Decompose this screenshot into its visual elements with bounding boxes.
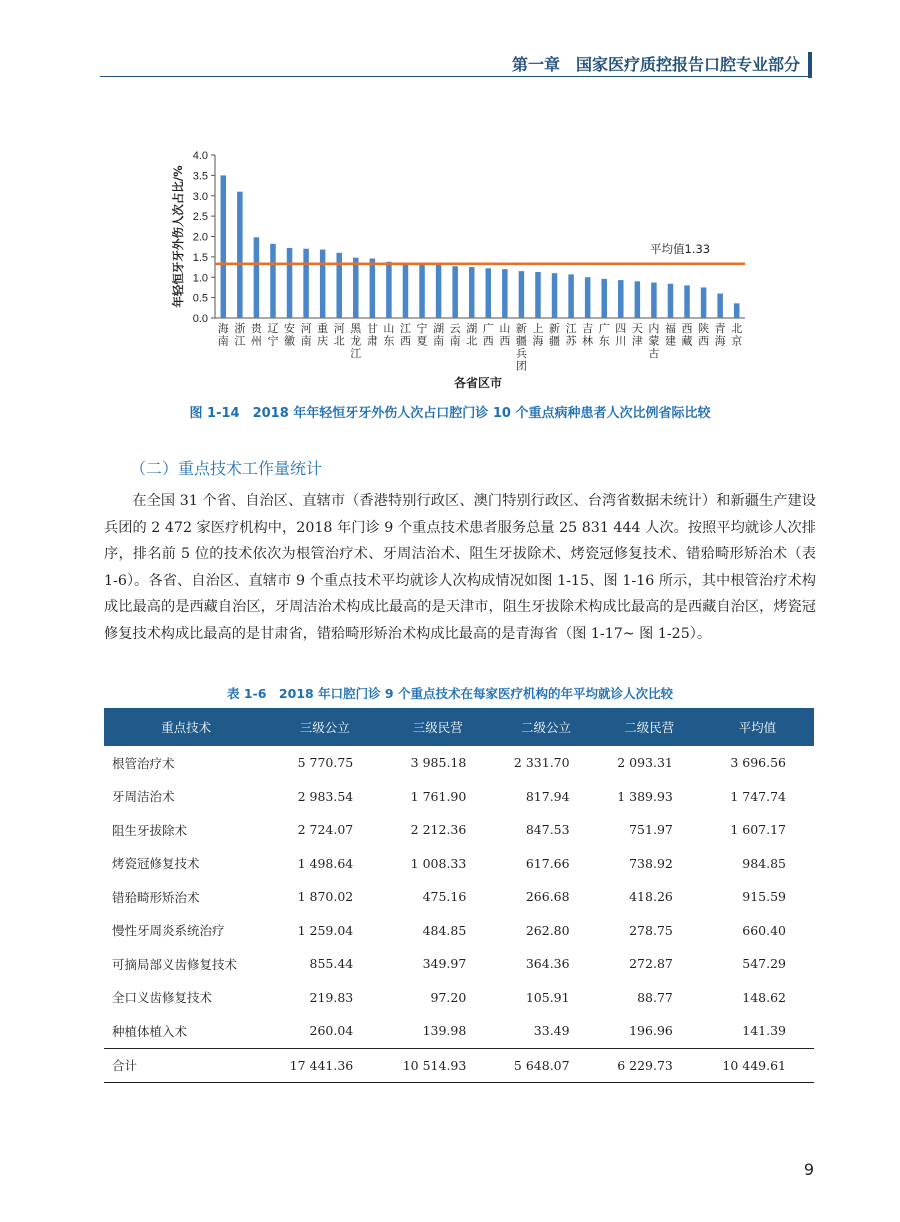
table-row [104, 880, 814, 914]
x-tick-label: 四川 [615, 322, 627, 348]
table-cell: 219.83 [309, 989, 354, 1005]
x-tick-label: 新疆兵团 [515, 322, 527, 373]
bar [618, 280, 624, 318]
x-tick-label: 陕西 [698, 322, 710, 348]
table-row [104, 914, 814, 948]
bar [221, 175, 227, 318]
y-tick-label: 3.0 [192, 190, 208, 203]
x-tick-label: 福建 [664, 322, 676, 348]
bar [486, 268, 492, 318]
table-cell: 262.80 [525, 922, 570, 938]
table-cell: 855.44 [309, 956, 354, 972]
table-cell: 817.94 [525, 788, 570, 804]
bar [254, 237, 260, 318]
header-accent-bar [808, 52, 812, 78]
table-cell: 5 770.75 [297, 755, 354, 771]
table-cell: 475.16 [422, 889, 467, 905]
x-tick-label: 贵州 [250, 322, 262, 348]
x-tick-label: 辽宁 [267, 322, 279, 348]
bar [436, 265, 442, 318]
table-row [104, 981, 814, 1015]
table-cell: 1 498.64 [297, 855, 354, 871]
table-cell: 260.04 [309, 1023, 354, 1039]
column-header: 三级公立 [268, 708, 381, 746]
table-cell: 738.92 [629, 855, 673, 871]
column-header: 二级民营 [598, 708, 701, 746]
table-cell: 148.62 [742, 989, 786, 1005]
table-cell: 847.53 [525, 822, 570, 838]
table-cell: 196.96 [629, 1023, 673, 1039]
row-label: 根管治疗术 [112, 755, 175, 771]
x-tick-label: 西藏 [681, 322, 693, 348]
y-tick-label: 3.5 [192, 170, 208, 183]
x-tick-label: 甘肃 [366, 322, 378, 348]
table-cell: 2 331.70 [513, 755, 570, 771]
x-tick-label: 云南 [449, 322, 461, 348]
x-tick-label: 广西 [482, 322, 494, 348]
table-cell: 984.85 [742, 855, 786, 871]
section-heading: （二）重点技术工作量统计 [130, 459, 323, 478]
x-tick-label: 河南 [300, 322, 312, 348]
table-cell: 1 761.90 [410, 788, 467, 804]
x-tick-label: 北京 [731, 322, 743, 348]
chapter-title: 第一章 国家医疗质控报告口腔专业部分 [511, 55, 800, 74]
table-cell: 1 389.93 [617, 788, 673, 804]
row-label: 阻生牙拔除术 [112, 822, 188, 838]
bar [270, 244, 276, 318]
bar [386, 262, 392, 318]
bar [403, 263, 409, 318]
x-tick-label: 河北 [333, 322, 345, 348]
table-cell: 10 514.93 [381, 1048, 494, 1083]
row-label: 全口义齿修复技术 [112, 990, 213, 1006]
table-cell: 139.98 [422, 1023, 467, 1039]
row-label: 可摘局部义齿修复技术 [112, 956, 238, 972]
table-cell: 1 607.17 [730, 822, 786, 838]
table-cell: 2 724.07 [297, 822, 354, 838]
bar [287, 248, 293, 318]
table-cell: 6 229.73 [598, 1048, 701, 1083]
table-cell: 105.91 [525, 989, 570, 1005]
table-row [104, 847, 814, 881]
table-row [104, 1048, 814, 1083]
table-row [104, 947, 814, 981]
running-header [100, 52, 812, 77]
table-cell: 484.85 [422, 922, 467, 938]
x-tick-label: 黑龙江 [350, 322, 362, 360]
bar [717, 294, 723, 318]
table-cell: 2 983.54 [297, 788, 354, 804]
x-tick-label: 广东 [598, 322, 610, 348]
bar [370, 259, 376, 318]
table-row [104, 746, 814, 780]
y-tick-label: 4.0 [192, 150, 208, 162]
bar [353, 258, 359, 318]
table-cell: 1 747.74 [730, 788, 786, 804]
table-cell: 88.77 [637, 989, 673, 1005]
table-cell: 141.39 [742, 1023, 786, 1039]
table-cell: 547.29 [742, 956, 786, 972]
x-tick-label: 吉林 [582, 322, 594, 348]
x-tick-label: 海南 [217, 322, 229, 348]
table-cell: 3 985.18 [410, 755, 467, 771]
table-cell: 364.36 [525, 956, 570, 972]
bar [734, 303, 740, 318]
x-tick-label: 新疆 [549, 322, 561, 348]
x-tick-label: 天津 [631, 322, 643, 348]
body-paragraph: 在全国 31 个省、自治区、直辖市（香港特别行政区、澳门特别行政区、台湾省数据未统计）和新疆生产建设兵团的 2 472 家医疗机构中，2018 年门诊 9 个重点技术患者服务总量 25 831 444 人次。按照平均就诊人次排序，排名前 5 位的技术依次为根管治疗术、牙周洁治术、阻生牙拔除术、烤瓷冠修复技术、错𬌗畸形矫治术（表 1-6）。各省、自治区、直辖市 9 个重点技术平均就诊人次构成情况如图 1-15、图 1-16 所示，其中根管治疗术构成比最高的是西藏自治区，牙周洁治术构成比最高的是天津市，阻生牙拔除术构成比最高的是西藏自治区，烤瓷冠修复技术构成比最高的是甘肃省，错𬌗畸形矫治术构成比最高的是青海省（图 1-17~ 图 1-25）。 [104, 493, 816, 642]
average-label: 平均值1.33 [650, 241, 711, 256]
table-cell: 1 870.02 [297, 889, 354, 905]
table-cell: 349.97 [422, 956, 467, 972]
bar [237, 192, 243, 318]
page-number: 9 [803, 1160, 814, 1179]
table-row [104, 780, 814, 814]
y-tick-label: 2.5 [192, 211, 208, 224]
bar [701, 287, 707, 318]
data-table [104, 708, 814, 1083]
row-label: 错𬌗畸形矫治术 [112, 889, 200, 905]
bar [535, 272, 541, 318]
y-tick-label: 0.5 [192, 292, 208, 305]
table-cell: 10 449.61 [701, 1048, 814, 1083]
bar-chart [160, 140, 760, 402]
bar [668, 284, 674, 318]
column-header: 三级民营 [381, 708, 494, 746]
table-cell: 5 648.07 [494, 1048, 597, 1083]
row-label: 牙周洁治术 [112, 789, 175, 805]
y-tick-label: 1.0 [192, 272, 208, 285]
bar [601, 279, 607, 318]
bar [419, 264, 425, 318]
table-body [104, 746, 814, 1083]
table-cell: 33.49 [533, 1023, 570, 1039]
x-tick-label: 江西 [399, 322, 411, 348]
table-row [104, 1014, 814, 1048]
table-cell: 17 441.36 [268, 1048, 381, 1083]
x-tick-label: 宁夏 [416, 322, 428, 348]
x-tick-label: 浙江 [234, 322, 246, 348]
row-label: 种植体植入术 [112, 1023, 188, 1039]
x-tick-label: 青海 [714, 322, 726, 348]
x-tick-label: 重庆 [317, 322, 329, 348]
x-tick-label: 湖北 [466, 322, 478, 348]
bar [684, 285, 690, 318]
table-row [104, 813, 814, 847]
x-tick-label: 上海 [532, 322, 544, 348]
y-tick-label: 2.0 [192, 231, 208, 244]
x-tick-label: 安徽 [284, 322, 296, 348]
x-tick-label: 内蒙古 [648, 322, 660, 360]
bar [452, 266, 458, 318]
table-cell: 97.20 [430, 989, 467, 1005]
x-tick-label: 江苏 [565, 322, 577, 348]
table-cell: 2 212.36 [410, 822, 467, 838]
column-header: 重点技术 [104, 708, 268, 746]
table-cell: 266.68 [525, 889, 570, 905]
y-tick-label: 1.5 [192, 251, 208, 264]
table-caption: 表 1-6 2018 年口腔门诊 9 个重点技术在每家医疗机构的年平均就诊人次比较 [227, 686, 673, 701]
row-label: 合计 [104, 1048, 268, 1083]
x-tick-label: 湖南 [433, 322, 445, 348]
table-cell: 272.87 [629, 956, 673, 972]
column-header: 二级公立 [494, 708, 597, 746]
bar [519, 271, 525, 318]
table-cell: 278.75 [629, 922, 673, 938]
bar [469, 267, 475, 318]
x-tick-label: 山东 [383, 322, 395, 348]
table-cell: 3 696.56 [730, 755, 786, 771]
bar [552, 273, 558, 318]
table-cell: 660.40 [742, 922, 786, 938]
table-header [104, 708, 814, 746]
table-cell: 1 259.04 [297, 922, 354, 938]
bar [303, 249, 309, 318]
bar [635, 281, 641, 318]
bar [651, 283, 657, 318]
x-tick-label: 山西 [499, 322, 511, 348]
x-axis-title: 各省区市 [453, 376, 503, 390]
bar [320, 250, 326, 318]
figure-caption: 图 1-14 2018 年年轻恒牙牙外伤人次占口腔门诊 10 个重点病种患者人次比例省际比较 [189, 406, 711, 421]
table-cell: 617.66 [525, 855, 570, 871]
y-tick-label: 0.0 [192, 313, 208, 325]
table-cell: 418.26 [629, 889, 673, 905]
table-cell: 915.59 [742, 889, 786, 905]
y-axis-title: 年轻恒牙牙外伤人次占比/% [171, 165, 185, 308]
table-cell: 1 008.33 [410, 855, 467, 871]
bar [502, 269, 508, 318]
column-header: 平均值 [701, 708, 814, 746]
row-label: 烤瓷冠修复技术 [112, 856, 200, 872]
row-label: 慢性牙周炎系统治疗 [112, 923, 225, 939]
bar [568, 274, 574, 318]
table-cell: 751.97 [629, 822, 673, 838]
table-cell: 2 093.31 [617, 755, 673, 771]
bar [585, 277, 591, 318]
